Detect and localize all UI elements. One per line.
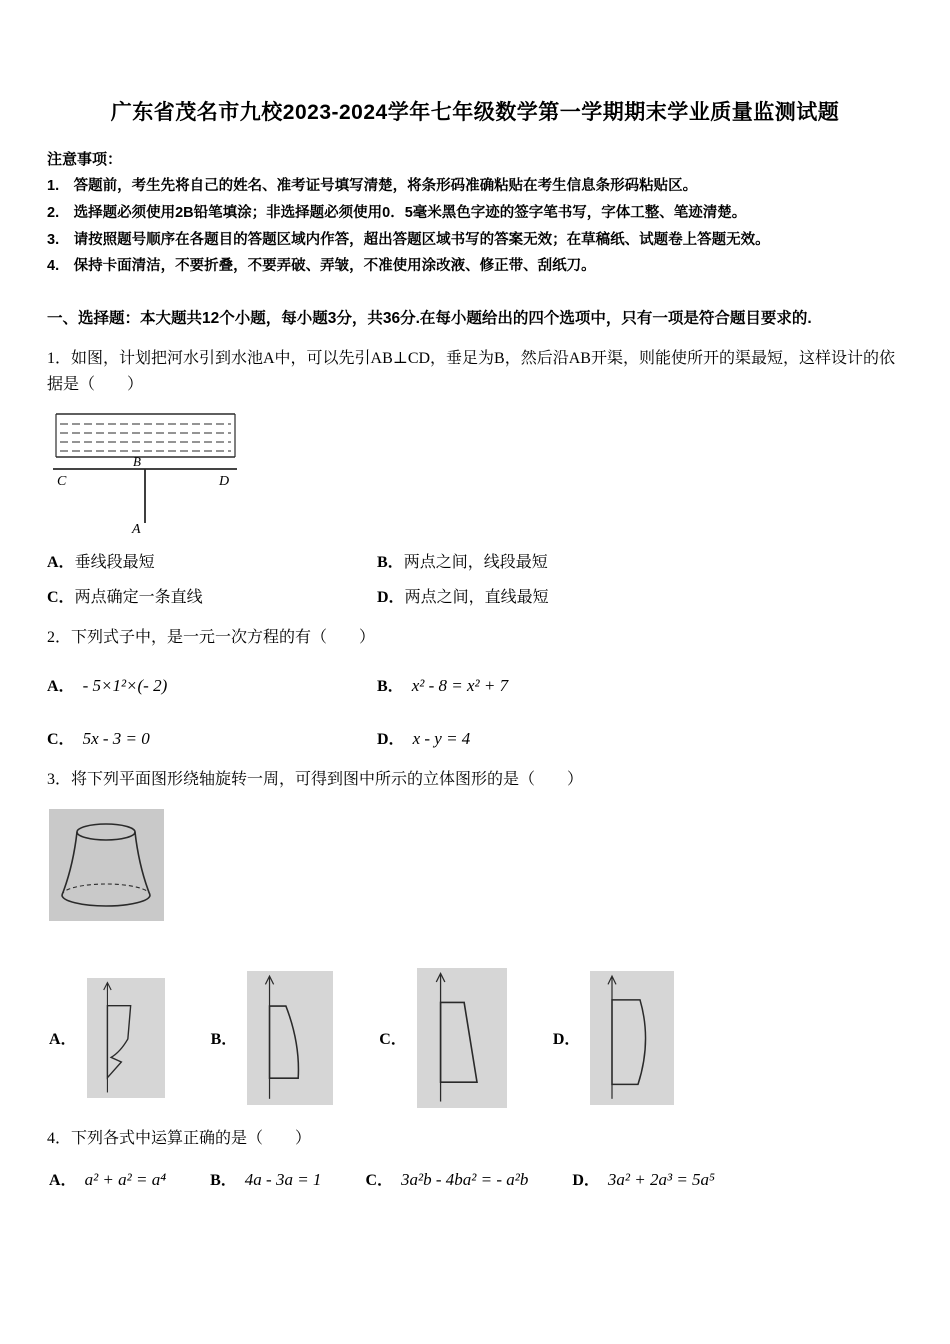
q2-option-a	[47, 673, 377, 696]
q1-option-c	[47, 584, 377, 607]
question-4	[47, 1126, 903, 1191]
question-3	[47, 767, 903, 1108]
q4-option-b-label: B．	[210, 1172, 237, 1190]
question-1	[47, 346, 903, 607]
q1-option-c-text: 两点确定一条直线	[74, 589, 203, 607]
question-4-options	[49, 1167, 903, 1190]
q4-option-a-expression: a² + a² = a⁴	[84, 1170, 167, 1190]
q3-option-c-figure	[417, 968, 507, 1108]
label-point-b: B	[133, 454, 141, 470]
q3-option-d	[553, 971, 675, 1105]
notice-item-3: 3. 请按照题号顺序在各题目的答题区域内作答，超出答题区域书写的答案无效；在草稿纸、试题卷上答题无效。	[47, 231, 770, 248]
q3-option-a-label: A．	[49, 1031, 77, 1049]
q2-option-c-expression: 5x - 3 = 0	[82, 729, 150, 749]
q4-option-b-expression: 4a - 3a = 1	[244, 1170, 322, 1190]
notice-section	[47, 148, 903, 280]
q1-option-a	[47, 549, 377, 572]
notice-heading: 注意事项：	[47, 151, 123, 168]
q2-option-b-label: B．	[377, 678, 404, 696]
q3-option-d-label: D．	[552, 1031, 581, 1049]
question-3-options	[49, 968, 903, 1108]
label-point-d: D	[219, 474, 230, 490]
q1-option-b-label: B．	[377, 554, 404, 572]
q2-option-a-expression: - 5×1²×(- 2)	[82, 676, 168, 696]
q4-option-b	[210, 1167, 321, 1190]
rotation-shape-b	[247, 971, 333, 1105]
q2-option-a-label: A．	[47, 678, 75, 696]
notice-item-4: 4. 保持卡面清洁，不要折叠，不要弄破、弄皱，不准使用涂改液、修正带、刮纸刀。	[47, 258, 596, 275]
q3-option-c-label: C．	[379, 1031, 407, 1049]
q2-option-d	[377, 726, 903, 749]
q3-option-b	[211, 971, 334, 1105]
q3-option-a-figure	[87, 978, 165, 1098]
q4-option-c-expression: 3a²b - 4ba² = - a²b	[401, 1170, 529, 1190]
label-point-a: A	[132, 522, 141, 536]
q2-option-b	[377, 673, 903, 696]
label-point-c: C	[57, 474, 67, 490]
notice-item-2: 2. 选择题必须使用2B铅笔填涂；非选择题必须使用0．5毫米黑色字迹的签字笔书写，字体工整、笔迹清楚。	[47, 204, 747, 221]
question-1-options	[47, 549, 903, 607]
bucket-frustum-figure	[49, 809, 164, 921]
river-band	[56, 414, 235, 457]
q1-river-figure	[49, 405, 241, 535]
q4-option-c	[365, 1167, 528, 1190]
q3-option-b-figure	[247, 971, 333, 1105]
question-3-text: 3．将下列平面图形绕轴旋转一周，可得到图中所示的立体图形的是（ ）	[47, 771, 584, 789]
q4-option-a-label: A．	[49, 1172, 77, 1190]
page-title: 广东省茂名市九校2023-2024学年七年级数学第一学期期末学业质量监测试题	[110, 101, 840, 124]
question-4-text: 4．下列各式中运算正确的是（ ）	[47, 1129, 312, 1147]
section-1-heading: 一、选择题：本大题共12个小题，每小题3分，共36分.在每小题给出的四个选项中，只有一项是符合题目要求的.	[47, 310, 812, 328]
question-2-options	[47, 673, 903, 749]
rotation-shape-c	[417, 968, 507, 1108]
q1-option-b-text: 两点之间，线段最短	[403, 554, 548, 572]
q1-option-d-text: 两点之间，直线最短	[404, 589, 549, 607]
q2-option-c-label: C．	[47, 731, 75, 749]
question-2-text: 2．下列式子中，是一元一次方程的有（ ）	[47, 629, 376, 647]
q4-option-d	[572, 1167, 715, 1190]
q3-option-c	[379, 968, 507, 1108]
q4-option-d-expression: 3a² + 2a³ = 5a⁵	[607, 1170, 715, 1190]
q2-option-b-expression: x² - 8 = x² + 7	[411, 676, 509, 696]
q3-solid-figure	[49, 809, 164, 921]
q2-option-c	[47, 726, 377, 749]
q3-option-a	[49, 978, 165, 1098]
q4-option-c-label: C．	[365, 1172, 393, 1190]
q1-option-d-label: D．	[377, 589, 405, 607]
q2-option-d-expression: x - y = 4	[412, 729, 471, 749]
q3-option-d-figure	[590, 971, 674, 1105]
q4-option-d-label: D．	[572, 1172, 600, 1190]
q4-option-a	[49, 1167, 166, 1190]
q1-option-d	[377, 584, 903, 607]
q2-option-d-label: D．	[377, 731, 405, 749]
q1-option-a-text: 垂线段最短	[74, 554, 155, 572]
question-1-text: 1．如图，计划把河水引到水池A中，可以先引AB⊥CD，垂足为B，然后沿AB开渠，则能使所开的渠最短，这样设计的依据是（ ）	[47, 350, 895, 393]
q1-option-b	[377, 549, 903, 572]
q1-option-a-label: A．	[47, 554, 75, 572]
q3-option-b-label: B．	[210, 1031, 238, 1049]
question-2	[47, 625, 903, 749]
rotation-shape-d	[590, 971, 674, 1105]
rotation-shape-a	[87, 978, 165, 1098]
q1-option-c-label: C．	[47, 589, 75, 607]
notice-item-1: 1. 答题前，考生先将自己的姓名、准考证号填写清楚，将条形码准确粘贴在考生信息条形码粘贴区。	[47, 178, 698, 194]
